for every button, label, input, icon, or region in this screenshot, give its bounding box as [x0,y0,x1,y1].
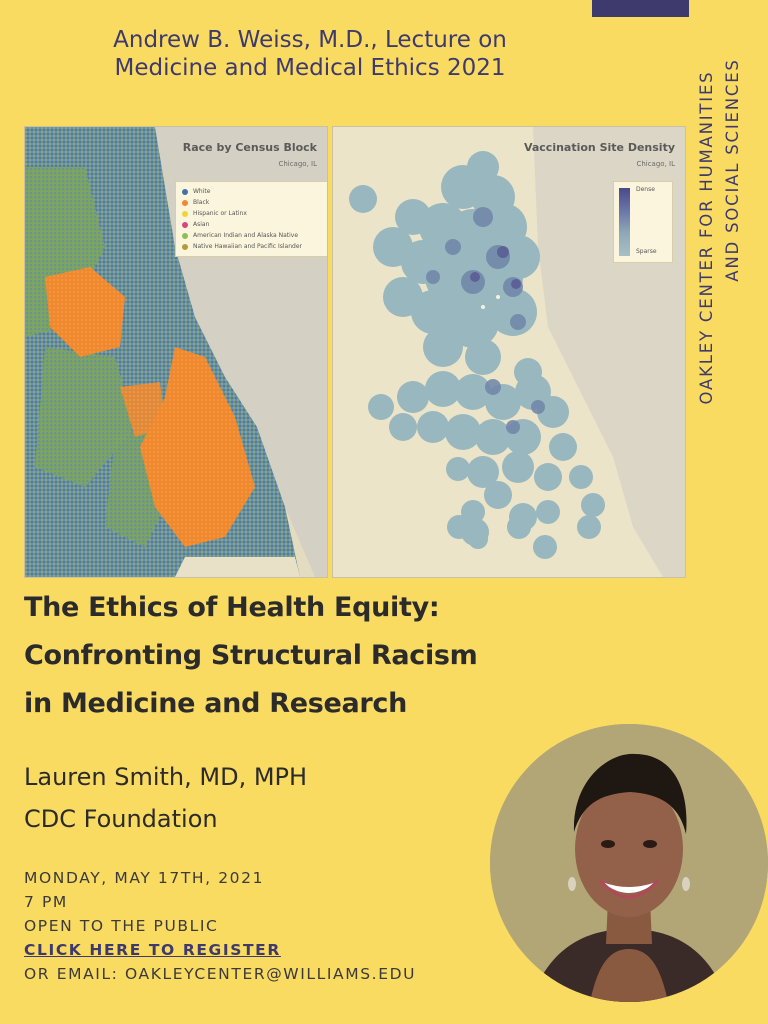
event-details [24,866,416,986]
race-legend-swatch [182,189,188,195]
organizer-vertical-banner [696,40,746,435]
event-access: OPEN TO THE PUBLIC [24,917,219,935]
race-legend-label: Black [193,199,210,206]
race-legend-item [182,219,322,230]
race-legend-swatch [182,233,188,239]
race-map-subtitle: Chicago, IL [278,160,317,168]
race-map-legend [175,181,328,257]
corner-accent-bar [592,0,689,17]
race-map-title: Race by Census Block [182,141,317,154]
race-by-census-block-map [24,126,328,578]
race-legend-swatch [182,222,188,228]
race-legend-label: Asian [193,221,210,228]
density-legend-sparse: Sparse [636,248,657,255]
race-legend-label: White [193,188,211,195]
register-link[interactable]: CLICK HERE TO REGISTER [24,941,281,959]
race-legend-item [182,208,322,219]
race-legend-item [182,230,322,241]
lecture-series-title [30,26,590,82]
contact-email: OR EMAIL: OAKLEYCENTER@WILLIAMS.EDU [24,965,417,983]
event-date: MONDAY, MAY 17TH, 2021 [24,869,265,887]
race-legend-label: Native Hawaiian and Pacific Islander [193,243,303,250]
race-legend-item [182,186,322,197]
density-map-title: Vaccination Site Density [523,141,675,154]
speaker-name: Lauren Smith, MD, MPH [24,763,308,791]
event-title-line-3: in Medicine and Research [24,688,408,719]
density-map-subtitle: Chicago, IL [636,160,675,168]
race-legend-label: Hispanic or Latinx [193,210,247,217]
race-legend-swatch [182,200,188,206]
speaker-portrait-graphic [490,724,768,1002]
speaker-organization: CDC Foundation [24,805,218,833]
event-title-line-2: Confronting Structural Racism [24,640,478,671]
organizer-line-1: OAKLEY CENTER FOR HUMANITIES [697,70,716,405]
speaker-portrait [490,724,768,1002]
event-title-line-1: The Ethics of Health Equity: [24,592,440,623]
density-legend-dense: Dense [636,186,655,193]
race-legend-item [182,197,322,208]
race-legend-swatch [182,211,188,217]
event-time: 7 PM [24,893,68,911]
density-legend [613,181,673,263]
lecture-title-line-1: Andrew B. Weiss, M.D., Lecture on [113,27,507,53]
maps-figure [24,126,684,576]
lecture-title-line-2: Medicine and Medical Ethics 2021 [114,55,506,81]
vaccination-site-density-map [332,126,686,578]
organizer-line-2: AND SOCIAL SCIENCES [723,58,742,282]
race-legend-swatch [182,244,188,250]
organizer-vertical-svg [696,40,746,435]
speaker-info [24,756,307,840]
density-gradient-bar [619,188,630,256]
race-legend-label: American Indian and Alaska Native [193,232,299,239]
event-title [24,584,624,728]
race-legend-item [182,241,322,252]
